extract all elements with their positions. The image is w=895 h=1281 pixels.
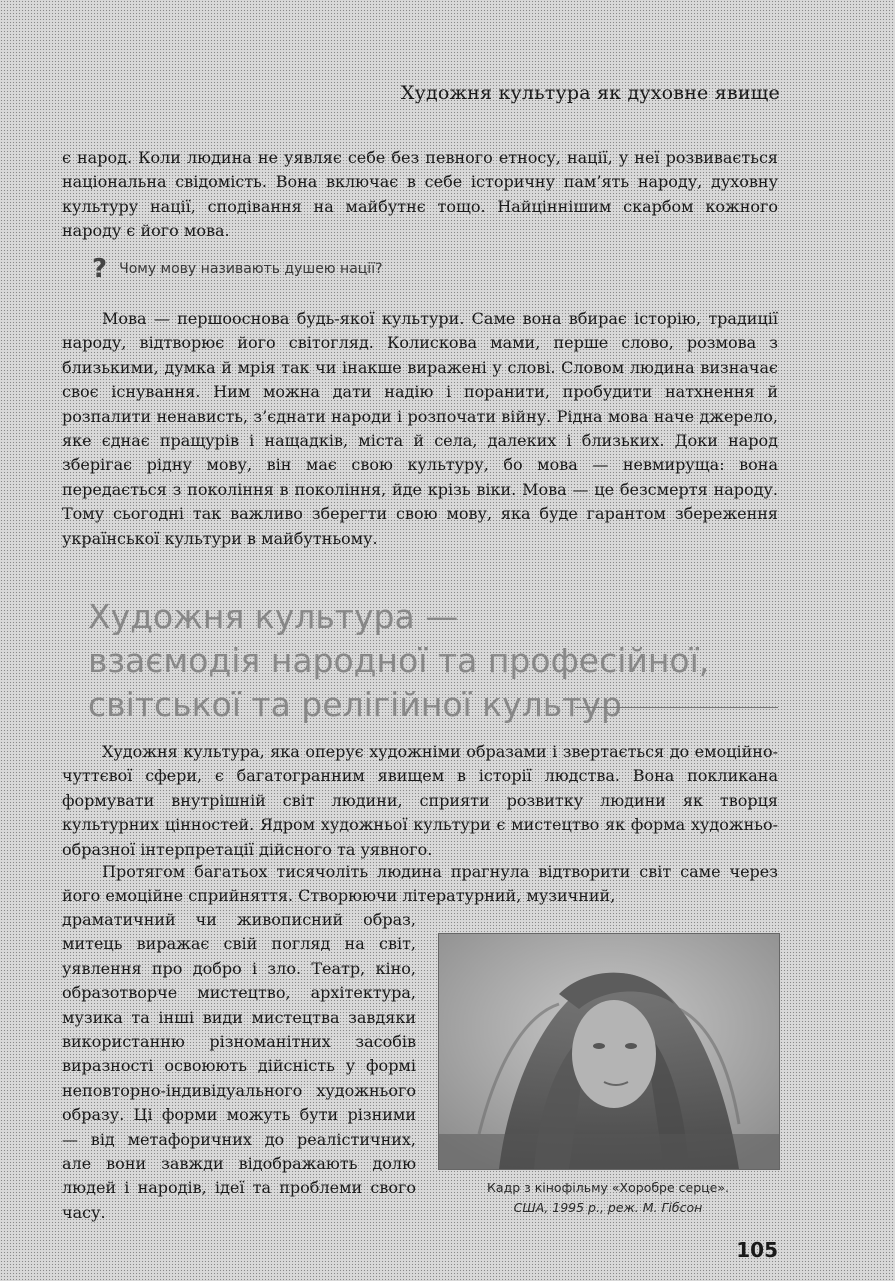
section-title-line-3: світської та релігійної культур [88, 685, 622, 724]
paragraph-emotional-perception: Протягом багатьох тисячоліть людина прагнула відтворити світ саме через його емоційне сприйняття. Створюючи літературний, музичний, [62, 862, 778, 906]
title-underline [575, 707, 778, 708]
paragraph-wrapped: драматичний чи живописний образ, митець виражає свій погляд на світ, уявлення про добро і зло. Театр, кіно, образотворче мистецтво, архітектура, музика та інші види мистецтва завдяки використанню різноманітних засобів виразності освоюють дійсність у формі неповторно-індивідуального художнього образу. Ці форми можуть бути різними — від метафоричних до реалістичних, але вони завжди відображають долю людей і народів, ідеї та проблеми свого часу. [62, 910, 416, 1222]
figure-caption [438, 1178, 778, 1218]
paragraph-art-culture: Художня культура, яка оперує художніми образами і звертається до емоційно-чуттєвої сфери, є багатогранним явищем в історії людства. Вона покликана формувати внутрішній світ людини, сприяти розвитку людини як творця культурних цінностей. Ядром художньої культури є мистецтво як форма художньо-образної інтерпретації дійсного та уявного. [62, 742, 778, 859]
caption-title: Кадр з кінофільму «Хоробре серце». [487, 1180, 729, 1195]
section-title-line-1: Художня культура — [88, 597, 459, 636]
film-still-photo [438, 933, 780, 1170]
question-mark-icon: ? [92, 254, 108, 284]
page-number: 105 [736, 1238, 778, 1262]
running-header: Художня культура як духовне явище [400, 82, 780, 104]
film-still-illustration [439, 934, 779, 1169]
section-title-line-2: взаємодія народної та професійної, [88, 641, 710, 680]
paragraph-intro: є народ. Коли людина не уявляє себе без певного етносу, нації, у неї розвивається національна свідомість. Вона включає в себе історичну пам’ять народу, духовну культуру нації, сподівання на майбутнє тощо. Найціннішим скарбом кожного народу є його мова. [62, 148, 778, 241]
paragraph-language: Мова — першооснова будь-якої культури. Саме вона вбирає історію, традиції народу, відтворює його світогляд. Колискова мами, перше слово, розмова з близькими, думка й мрія так чи інакше виражені у слові. Словом людина визначає своє існування. Ним можна дати надію і поранити, пробудити натхнення й розпалити ненависть, з’єднати народи і розпочати війну. Рідна мова наче джерело, яке єднає пращурів і нащадків, міста й села, далеких і близьких. Доки народ зберігає рідну мову, він має свою культуру, бо мова — невмируща: вона передається з покоління в покоління, йде крізь віки. Мова — це безсмертя народу. Тому сьогодні так важливо зберегти свою мову, яка буде гарантом збереження української культури в майбутньому. [62, 309, 778, 548]
question-prompt [92, 254, 383, 284]
question-text: Чому мову називають душею нації? [119, 261, 383, 277]
caption-details: США, 1995 р., реж. М. Гібсон [513, 1200, 703, 1215]
